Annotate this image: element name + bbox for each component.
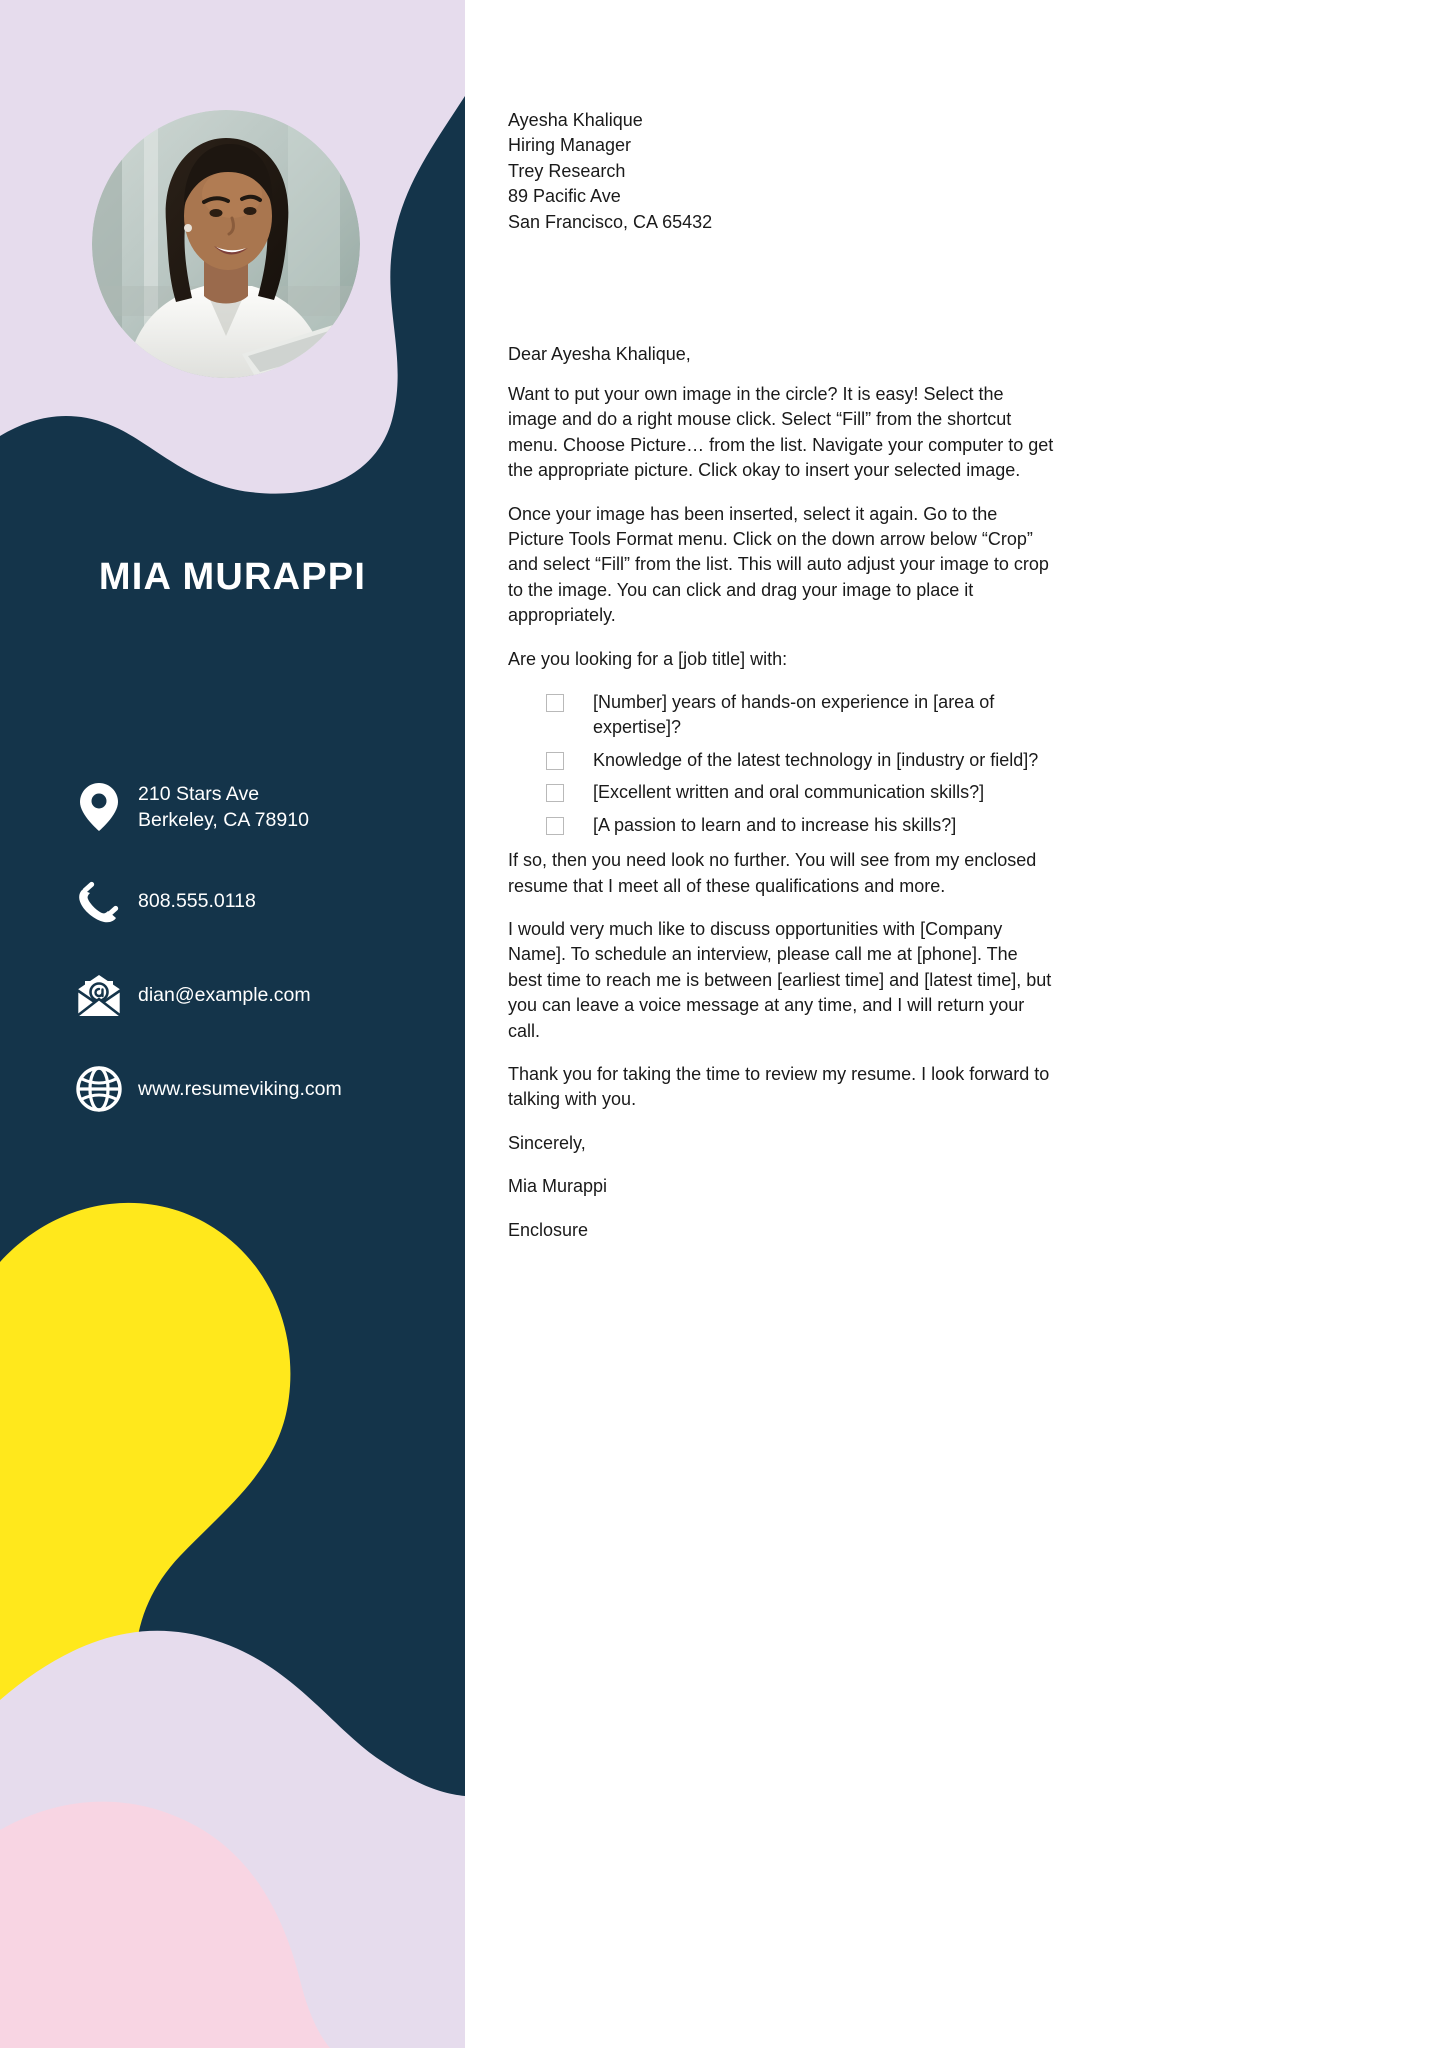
page-title: MIA MURAPPI (98, 556, 367, 598)
letter-body (465, 0, 1448, 2048)
contact-email-text (130, 982, 311, 1008)
phone-icon (68, 877, 130, 925)
recipient-city: San Francisco, CA 65432 (508, 211, 713, 232)
list-item-label: [Excellent written and oral communication skills?] (593, 782, 985, 803)
recipient-company: Trey Research (508, 160, 626, 181)
salutation: Dear Ayesha Khalique, (508, 344, 691, 364)
list-item-label: Knowledge of the latest technology in [industry or field]? (593, 749, 1039, 770)
avatar (92, 110, 360, 378)
list-item (508, 813, 1056, 838)
phone-number: 808.555.0118 (138, 890, 256, 912)
contact-row-website (68, 1060, 458, 1118)
contact-website-text (130, 1076, 342, 1102)
yellow-blob (0, 1203, 290, 1700)
qualification-checklist (508, 690, 1056, 838)
paragraph: Thank you for taking the time to review my resume. I look forward to talking with you. (508, 1063, 1050, 1110)
paragraph: I would very much like to discuss opportunities with [Company Name]. To schedule an interview, please call me at [phone]. The best time to reach me is between [earliest time] and [latest time], but you can leave a voice message at any time, and I will return your call. (508, 918, 1052, 1041)
recipient-block (508, 108, 1068, 235)
list-item-label: [Number] years of hands-on experience in [area of expertise]? (593, 692, 995, 738)
contact-row-email (68, 966, 458, 1024)
enclosure-note: Enclosure (508, 1219, 589, 1240)
checkbox-icon (546, 752, 564, 770)
contact-row-phone (68, 872, 458, 930)
letter-content (508, 382, 1056, 1261)
signature: Mia Murappi (508, 1176, 608, 1197)
portrait-photo-icon (92, 110, 360, 378)
email-address: dian@example.com (138, 984, 311, 1006)
paragraph: Are you looking for a [job title] with: (508, 648, 788, 669)
list-item (508, 780, 1056, 805)
list-item (508, 690, 1056, 741)
checkbox-icon (546, 694, 564, 712)
contact-phone-text (130, 888, 256, 914)
checkbox-icon (546, 817, 564, 835)
paragraph: If so, then you need look no further. You will see from my enclosed resume that I meet all of these qualifications and more. (508, 850, 1037, 896)
checkbox-icon (546, 784, 564, 802)
address-line-2: Berkeley, CA 78910 (138, 809, 309, 831)
recipient-name: Ayesha Khalique (508, 110, 643, 130)
closing: Sincerely, (508, 1132, 586, 1153)
paragraph: Once your image has been inserted, select it again. Go to the Picture Tools Format menu. Click on the down arrow below “Crop” and select “Fill” from the list. This will auto adjust your image to crop to the image. You can click and drag your image to place it appropriately. (508, 503, 1049, 626)
recipient-street: 89 Pacific Ave (508, 186, 621, 207)
address-line-1: 210 Stars Ave (138, 783, 260, 805)
sidebar (0, 0, 465, 2048)
contact-row-address (68, 778, 458, 836)
globe-icon (68, 1065, 130, 1113)
location-pin-icon (68, 782, 130, 832)
recipient-title: Hiring Manager (508, 135, 632, 156)
email-icon (68, 972, 130, 1018)
list-item (508, 748, 1056, 773)
website-url: www.resumeviking.com (138, 1078, 342, 1100)
paragraph: Want to put your own image in the circle? It is easy! Select the image and do a right mouse click. Select “Fill” from the shortcut menu. Choose Picture… from the list. Navigate your computer to get the appropriate picture. Click okay to insert your selected image. (508, 384, 1054, 481)
list-item-label: [A passion to learn and to increase his skills?] (593, 814, 957, 835)
contact-address-text (130, 781, 309, 833)
contact-list (68, 778, 458, 1154)
